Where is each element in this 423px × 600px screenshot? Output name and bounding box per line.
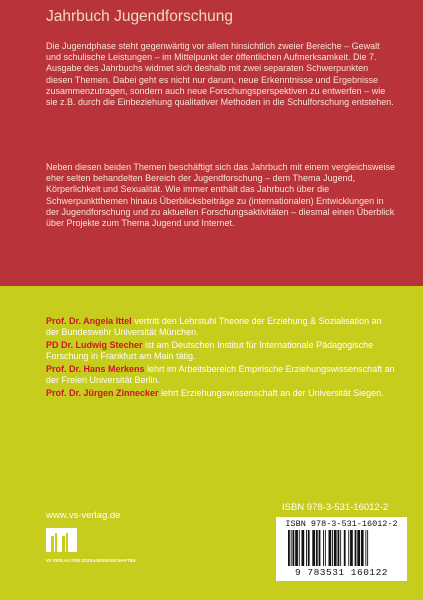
barcode-bar xyxy=(367,530,368,566)
author-text-1: vertritt den Lehrstuhl Theorie der Erziehung & Sozialisation an der Bundeswehr Universität München. xyxy=(46,316,382,338)
barcode-bar xyxy=(288,530,290,566)
barcode-bar xyxy=(365,530,366,566)
barcode-bar xyxy=(334,530,337,566)
author-name-4: Prof. Dr. Jürgen Zinnecker xyxy=(46,388,159,398)
description-panel xyxy=(0,0,423,286)
barcode-bar xyxy=(350,530,353,566)
barcode xyxy=(276,517,407,581)
barcode-bar xyxy=(357,530,360,566)
author-name-3: Prof. Dr. Hans Merkens xyxy=(46,364,145,374)
author-text-3: lehrt im Arbeitsbereich Empirische Erziehungswissenschaft an der Freien Universität Berlin. xyxy=(46,364,395,386)
barcode-bar xyxy=(291,530,292,566)
description-paragraph-2: Neben diesen beiden Themen beschäftigt sich das Jahrbuch mit einem vergleichsweise eher selten behandelten Bereich der Jugendforschung – dem Thema Jugend, Körperlichkeit und Sexualität. Wie immer enthält das Jahrbuch über die Schwerpunktthemen hinaus Überblicksbeiträge zu (internationalen) Entwicklungen in der Jugendforschung und zu aktuellen Forschungsaktivitäten – diesmal einen Überblick über Projekte zum Thema Jugend und Internet. xyxy=(46,162,396,229)
barcode-bar xyxy=(312,530,315,566)
barcode-bar xyxy=(332,530,333,566)
publisher-url[interactable]: www.vs-verlag.de xyxy=(46,510,121,521)
author-name-2: PD Dr. Ludwig Stecher xyxy=(46,340,143,350)
description-paragraph-1: Die Jugendphase steht gegenwärtig vor allem hinsichtlich zweier Bereiche – Gewalt und schulische Leistungen – im Mittelpunkt der öffentlichen Aufmerksamkeit. Die 7. Ausgabe des Jahrbuchs widmet sich deshalb mit zwei separaten Schwerpunkten diesen Themen. Dabei geht es nicht nur darum, neue Erkenntnisse und Ergebnisse zusammenzutragen, sondern auch neue Forschungsperspektiven zu entwerfen – wie sie z.B. durch die Einbeziehung qualitativer Methoden in die Schulforschung entstehen. xyxy=(46,41,394,108)
author-text-2: ist am Deutschen Institut für Internationale Pädagogische Forschung in Frankfurt am Main tätig. xyxy=(46,340,374,362)
barcode-bar xyxy=(293,530,295,566)
barcode-bar xyxy=(355,530,357,566)
author-bio-1 xyxy=(46,316,396,338)
barcode-digits: 9 783531 160122 xyxy=(294,567,388,578)
barcode-bar xyxy=(299,530,300,566)
book-title: Jahrbuch Jugendforschung xyxy=(46,8,233,25)
barcode-bar xyxy=(338,530,340,566)
barcode-bar xyxy=(306,530,307,566)
barcode-bar xyxy=(308,530,310,566)
author-bio-4 xyxy=(46,388,396,399)
barcode-bar xyxy=(344,530,346,566)
barcode-bar xyxy=(340,530,341,566)
barcode-bar xyxy=(323,530,324,566)
barcode-bar xyxy=(295,530,298,566)
barcode-bar xyxy=(329,530,332,566)
barcode-bar xyxy=(361,530,364,566)
isbn-label: ISBN 978-3-531-16012-2 xyxy=(282,502,389,513)
author-bio-3 xyxy=(46,364,396,386)
author-text-4: lehrt Erziehungswissenschaft an der Universität Siegen. xyxy=(158,388,384,398)
author-name-1: Prof. Dr. Angela Ittel xyxy=(46,316,132,326)
barcode-bar xyxy=(348,530,349,566)
barcode-isbn-text: ISBN 978-3-531-16012-2 xyxy=(285,519,398,529)
barcode-bar xyxy=(316,530,318,566)
barcode-bar xyxy=(302,530,305,566)
barcode-bar xyxy=(325,530,326,566)
publisher-logo xyxy=(46,528,166,568)
svg-text:VS VERLAG FÜR SOZIALWISSENSCHA: VS VERLAG FÜR SOZIALWISSENSCHAFTEN xyxy=(46,558,136,563)
barcode-bar xyxy=(319,530,321,566)
author-bio-2 xyxy=(46,340,396,362)
